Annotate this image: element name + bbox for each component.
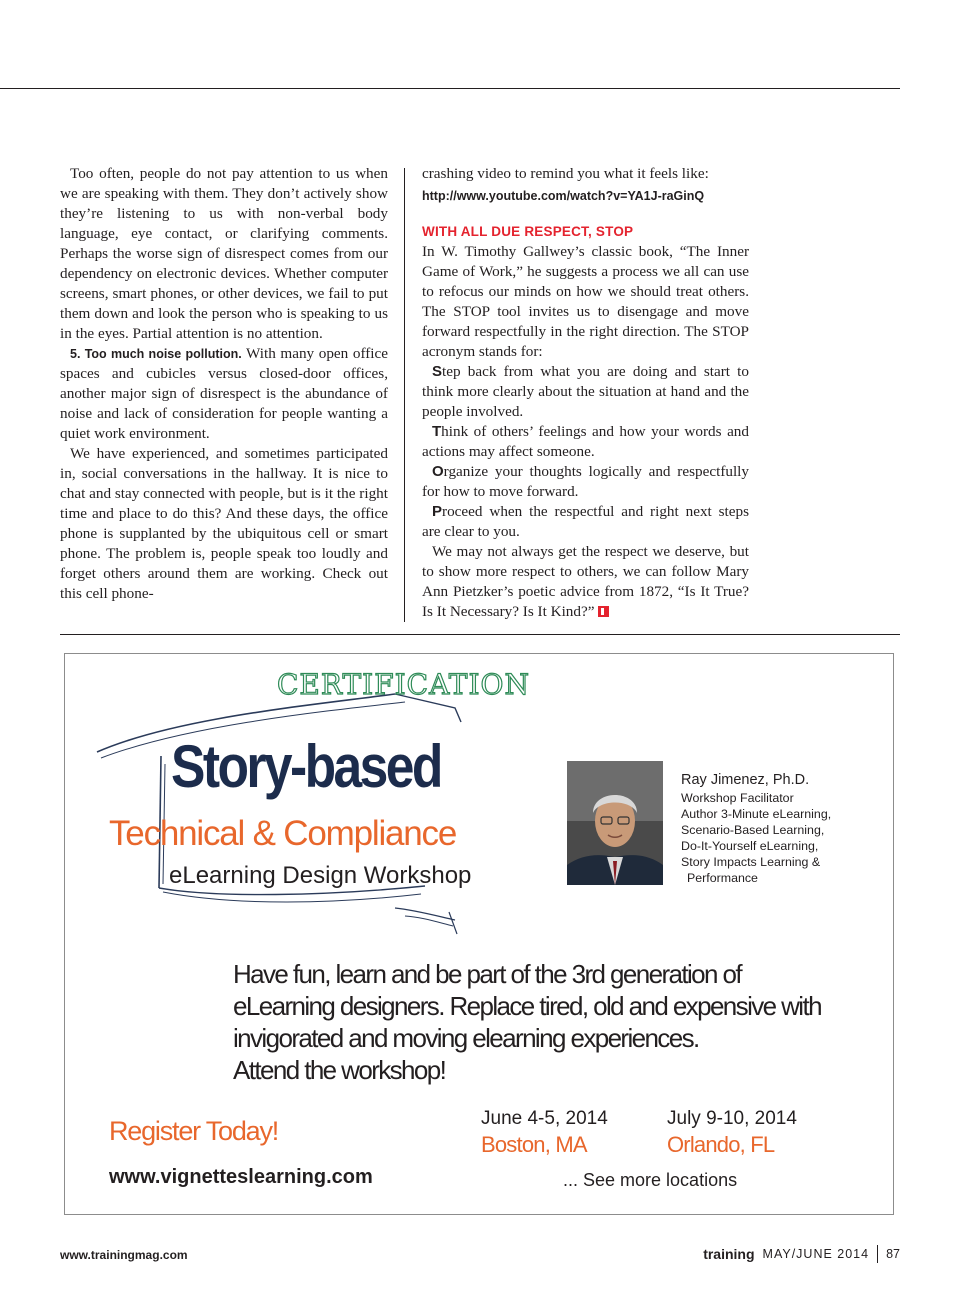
- stop-item: [422, 462, 749, 502]
- register-cta[interactable]: Register Today!: [109, 1116, 279, 1146]
- event-date: July 9-10, 2014: [667, 1108, 797, 1129]
- paragraph-text: With many open office spaces and cubicles versus closed-door offices, another major sign of disrespect is the abundance of noise and lack of consideration for people wanting a quiet work environment.: [60, 345, 388, 442]
- list-lead: 5. Too much noise pollution.: [70, 347, 242, 361]
- presenter-credential: Performance: [687, 871, 758, 885]
- stop-text: roceed when the respectful and right next steps are clear to you.: [422, 503, 749, 540]
- article-paragraph: In W. Timothy Gallwey’s classic book, “The Inner Game of Work,” he suggests a process we all can use to refocus our minds on how we should treat others. The STOP tool invites us to disengage and move forward respectfully in the right direction. The STOP acronym stands for:: [422, 243, 749, 360]
- article-column-right: [422, 164, 749, 622]
- section-subhead: WITH ALL DUE RESPECT, STOP: [422, 224, 634, 239]
- ad-workshop-name: eLearning Design Workshop: [169, 862, 472, 889]
- ad-title: Story-based: [171, 733, 441, 800]
- article-paragraph: crashing video to remind you what it feels like:: [422, 165, 709, 182]
- folio-divider: [877, 1245, 878, 1263]
- ad-subtitle: Technical & Compliance: [109, 814, 457, 853]
- stop-item: [422, 422, 749, 462]
- stop-letter: S: [432, 363, 443, 380]
- footer-url[interactable]: www.trainingmag.com: [60, 1248, 188, 1262]
- ad-website-link[interactable]: www.vignetteslearning.com: [109, 1166, 373, 1188]
- presenter-credential: Author 3-Minute eLearning,: [681, 807, 832, 821]
- pitch-line: invigorated and moving elearning experiences.: [233, 1023, 699, 1053]
- paragraph-text: We may not always get the respect we deserve, but to show more respect to others, we can follow Mary Ann Pietzker’s poetic advice from 1872, “Is It True? Is It Necessary? Is It Kind?”: [422, 543, 749, 620]
- advertisement[interactable]: [64, 653, 894, 1215]
- article-paragraph: [422, 542, 749, 622]
- page-number: 87: [886, 1247, 900, 1261]
- event-city: Orlando, FL: [667, 1132, 775, 1157]
- more-locations-link[interactable]: ... See more locations: [563, 1170, 738, 1190]
- video-link[interactable]: http://www.youtube.com/watch?v=YA1J-raGinQ: [422, 189, 705, 203]
- pitch-line: eLearning designers. Replace tired, old and expensive with: [233, 991, 821, 1021]
- top-rule: [0, 88, 900, 89]
- stop-letter: O: [432, 463, 444, 480]
- presenter-photo: [567, 761, 663, 885]
- presenter-credential: Scenario-Based Learning,: [681, 823, 825, 837]
- magazine-name: training: [703, 1246, 755, 1262]
- section-rule: [60, 634, 900, 635]
- stop-item: [422, 502, 749, 542]
- event-city: Boston, MA: [481, 1132, 587, 1157]
- footer-folio: [703, 1245, 900, 1263]
- presenter-credential: Workshop Facilitator: [681, 791, 794, 805]
- event-date: June 4-5, 2014: [481, 1108, 608, 1129]
- pitch-line: Have fun, learn and be part of the 3rd generation of: [233, 959, 741, 989]
- presenter-credential: Story Impacts Learning &: [681, 855, 821, 869]
- stop-text: hink of others’ feelings and how your words and actions may affect someone.: [422, 423, 749, 460]
- article-paragraph: Too often, people do not pay attention to us when we are speaking with them. They don’t actively show they’re listening to us with non-verbal body language, eye contact, or clarifying comments. Perhaps the worse sign of disrespect comes from our dependency on electronic devices. Whether computer screens, smart phones, or other devices, we fail to put them down and look the person who is speaking to us in the eyes. Partial attention is no attention.: [60, 165, 388, 342]
- article-paragraph: We have experienced, and sometimes participated in, social conversations in the hallway. It is nice to chat and stay connected with people, but is it the right time and place to do this? And these days, the office phone is supplanted by the ubiquitous cell or smart phone. The problem is, people speak too loudly and forget others around them are working. Check out this cell phone-: [60, 445, 388, 602]
- stop-item: [422, 362, 749, 422]
- stop-letter: P: [432, 503, 443, 520]
- presenter-name: Ray Jimenez, Ph.D.: [681, 772, 810, 788]
- stop-text: rganize your thoughts logically and respectfully for how to move forward.: [422, 463, 749, 500]
- pitch-line: Attend the workshop!: [233, 1055, 446, 1085]
- article-paragraph: [60, 344, 388, 444]
- stop-text: tep back from what you are doing and start to think more clearly about the situation at hand and the people involved.: [422, 363, 749, 420]
- issue-date: MAY/JUNE 2014: [762, 1247, 870, 1261]
- stop-letter: T: [432, 423, 442, 440]
- presenter-portrait-icon: [567, 761, 663, 885]
- ad-pitch: [233, 958, 833, 1086]
- article-column-left: [60, 164, 388, 604]
- column-divider: [404, 168, 405, 622]
- end-mark-icon: [598, 606, 609, 617]
- certification-label: CERTIFICATION: [277, 668, 530, 701]
- presenter-bio: [681, 772, 831, 886]
- presenter-credential: Do-It-Yourself eLearning,: [681, 839, 819, 853]
